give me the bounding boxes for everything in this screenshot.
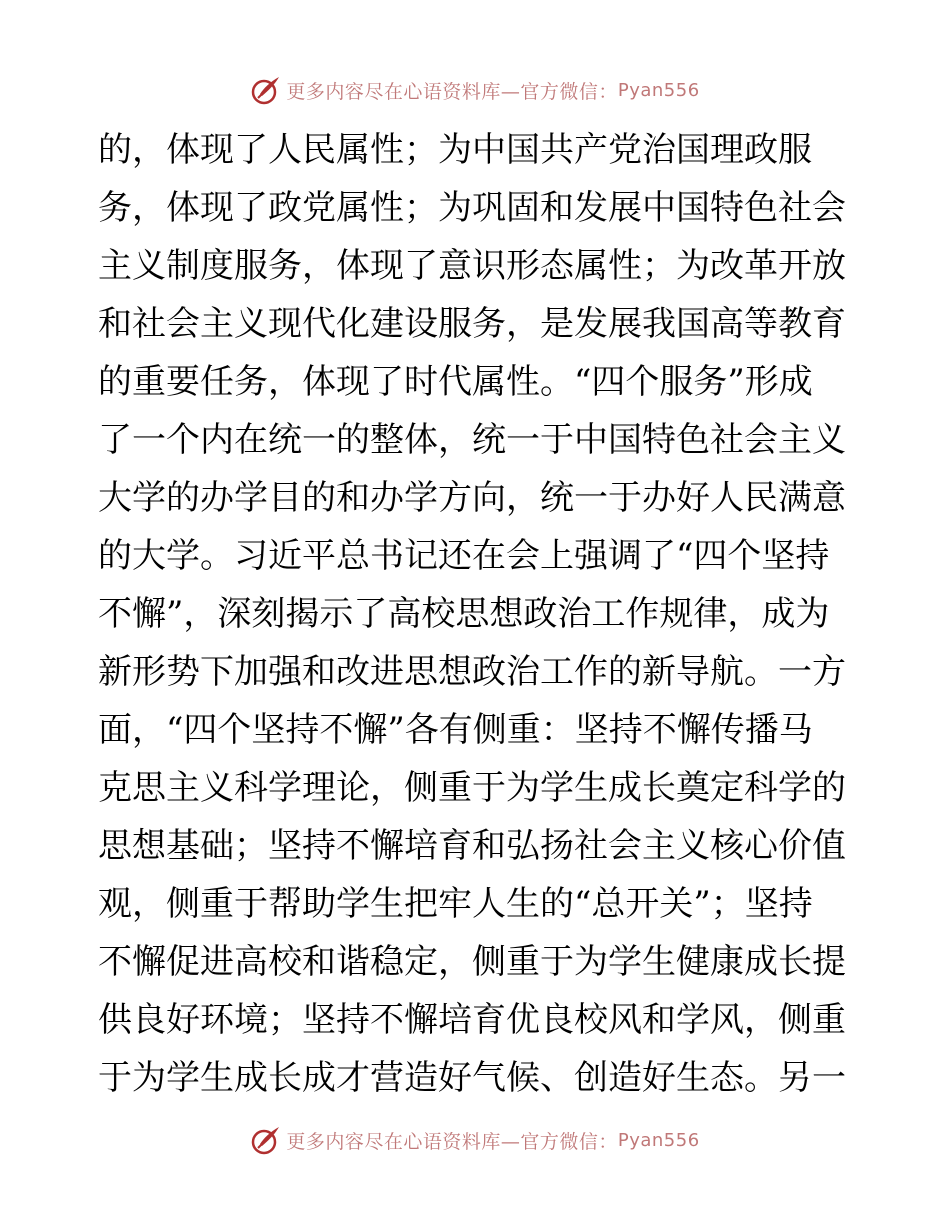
footer-banner-id: Pyan556 xyxy=(617,1129,700,1151)
body-line: 新形势下加强和改进思想政治工作的新导航。一方 xyxy=(98,652,846,692)
quill-logo-icon xyxy=(250,1124,282,1156)
body-line: 和社会主义现代化建设服务，是发展我国高等教育 xyxy=(98,304,846,344)
body-line: 于为学生成长成才营造好气候、创造好生态。另一 xyxy=(98,1058,846,1098)
body-line: 克思主义科学理论，侧重于为学生成长奠定科学的 xyxy=(98,768,846,808)
footer-banner xyxy=(0,1120,950,1160)
footer-banner-text: 更多内容尽在心语资料库—官方微信： xyxy=(286,1130,618,1153)
body-line: 的重要任务，体现了时代属性。“四个服务”形成 xyxy=(98,362,813,402)
body-line: 供良好环境；坚持不懈培育优良校风和学风，侧重 xyxy=(98,1000,846,1040)
header-banner xyxy=(0,70,950,110)
body-line: 面，“四个坚持不懈”各有侧重：坚持不懈传播马 xyxy=(98,710,813,750)
body-line: 观，侧重于帮助学生把牢人生的“总开关”；坚持 xyxy=(98,884,813,924)
header-banner-text: 更多内容尽在心语资料库—官方微信： xyxy=(286,80,618,103)
body-line: 不懈”，深刻揭示了高校思想政治工作规律，成为 xyxy=(98,594,830,634)
document-body xyxy=(98,121,858,1107)
body-line: 的大学。习近平总书记还在会上强调了“四个坚持 xyxy=(98,536,830,576)
quill-logo-icon xyxy=(250,74,282,106)
body-line: 务，体现了政党属性；为巩固和发展中国特色社会 xyxy=(98,188,846,228)
header-banner-id: Pyan556 xyxy=(617,79,700,101)
body-line: 大学的办学目的和办学方向，统一于办好人民满意 xyxy=(98,478,846,518)
body-line: 主义制度服务，体现了意识形态属性；为改革开放 xyxy=(98,246,846,286)
body-line: 思想基础；坚持不懈培育和弘扬社会主义核心价值 xyxy=(98,826,846,866)
body-line: 不懈促进高校和谐稳定，侧重于为学生健康成长提 xyxy=(98,942,846,982)
body-line: 的，体现了人民属性；为中国共产党治国理政服 xyxy=(98,130,812,170)
body-line: 了一个内在统一的整体，统一于中国特色社会主义 xyxy=(98,420,846,460)
